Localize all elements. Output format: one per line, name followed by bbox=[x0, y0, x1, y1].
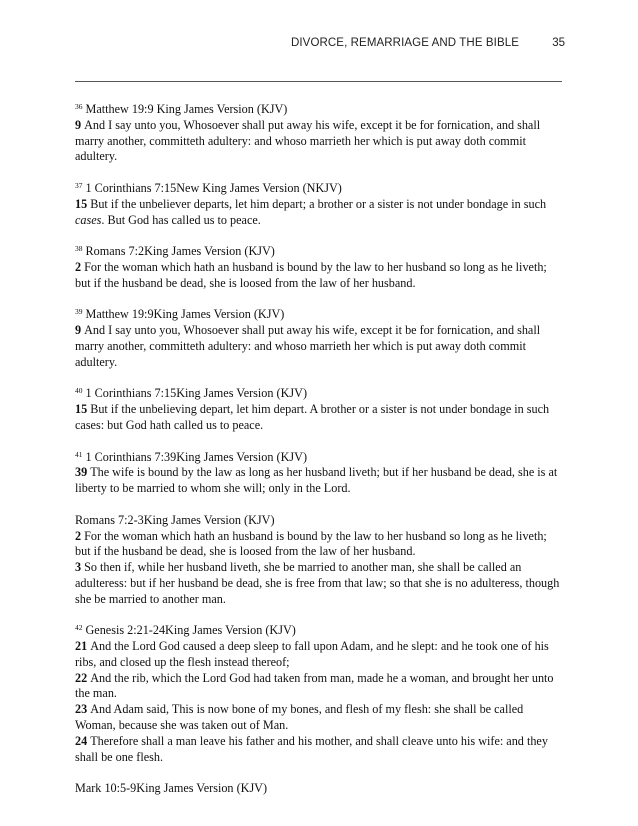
verse-text: But if the unbeliever departs, let him depart; a brother or a sister is not under bondage in such bbox=[90, 196, 547, 211]
verse-text-continued: . But God has called us to peace. bbox=[101, 212, 261, 227]
verse-number: 22 bbox=[75, 670, 88, 685]
footnote-heading bbox=[75, 386, 565, 402]
scripture-reference: Mark 10:5-9King James Version (KJV) bbox=[75, 781, 268, 796]
scripture-reference: 1 Corinthians 7:15New King James Version (NKJV) bbox=[85, 180, 342, 195]
scripture-reference: Matthew 19:9King James Version (KJV) bbox=[85, 307, 285, 322]
verse-number: 9 bbox=[75, 323, 82, 338]
scripture-reference: 1 Corinthians 7:39King James Version (KJV) bbox=[85, 449, 308, 464]
verse bbox=[75, 323, 565, 370]
verse-number: 23 bbox=[75, 702, 88, 717]
footnote-marker: 40 bbox=[75, 386, 83, 396]
scripture-passage bbox=[75, 781, 565, 797]
verse-text: And the rib, which the Lord God had taken from man, made he a woman, and brought her unto the man. bbox=[75, 670, 554, 701]
verse-text: For the woman which hath an husband is bound by the law to her husband so long as he liveth; but if the husband be dead, she is loosed from the law of her husband. bbox=[75, 528, 547, 559]
verse-text: And the Lord God caused a deep sleep to fall upon Adam, and he slept: and he took one of his ribs, and closed up the flesh instead thereof; bbox=[75, 639, 549, 669]
footnote-separator bbox=[75, 81, 562, 82]
scripture-reference: Matthew 19:9 King James Version (KJV) bbox=[85, 102, 288, 116]
verse-text: And Adam said, This is now bone of my bones, and flesh of my flesh: she shall be called Woman, because she was taken out of Man. bbox=[75, 702, 524, 733]
footnote bbox=[75, 450, 565, 497]
verse-text: And I say unto you, Whosoever shall put away his wife, except it be for fornication, and shall marry another, committeth adultery: and whoso marrieth her which is put away doth commit adultery. bbox=[75, 323, 541, 369]
footnote-marker: 39 bbox=[75, 307, 83, 317]
footnote bbox=[75, 181, 565, 228]
footnote-heading bbox=[75, 244, 565, 260]
verse-text: The wife is bound by the law as long as her husband liveth; but if her husband be dead, she is at liberty to be married to whom she will; only in the Lord. bbox=[75, 465, 558, 496]
footnote bbox=[75, 623, 565, 765]
verse-text: And I say unto you, Whosoever shall put away his wife, except it be for fornication, and shall marry another, committeth adultery: and whoso marrieth her which is put away doth commit adultery. bbox=[75, 117, 541, 164]
verse-text: So then if, while her husband liveth, she be married to another man, she shall be called an adulteress: but if her husband be dead, she is free from that law; so that she is no adulteress, though she be married to another man. bbox=[75, 560, 560, 606]
verse-number: 15 bbox=[75, 196, 88, 211]
footnote-marker: 38 bbox=[75, 244, 83, 254]
footnote-marker: 42 bbox=[75, 623, 83, 633]
verse-italic-text: cases bbox=[75, 212, 102, 227]
verse-number: 15 bbox=[75, 402, 88, 417]
footnotes bbox=[75, 102, 565, 797]
footnote bbox=[75, 244, 565, 291]
verse-text: For the woman which hath an husband is bound by the law to her husband so long as he liveth; but if the husband be dead, she is loosed from the law of her husband. bbox=[75, 259, 547, 290]
verse bbox=[75, 465, 565, 497]
verse-text: Therefore shall a man leave his father and his mother, and shall cleave unto his wife: and they shall be one flesh. bbox=[75, 733, 548, 764]
verse bbox=[75, 734, 565, 766]
verse bbox=[75, 671, 565, 703]
scripture-passage bbox=[75, 513, 565, 608]
verse-number: 21 bbox=[75, 639, 88, 654]
verse bbox=[75, 118, 565, 165]
page-number: 35 bbox=[552, 37, 565, 49]
verse-number: 39 bbox=[75, 465, 88, 480]
verse bbox=[75, 197, 565, 229]
scripture-reference: Genesis 2:21-24King James Version (KJV) bbox=[85, 623, 296, 638]
scripture-reference: 1 Corinthians 7:15King James Version (KJV) bbox=[85, 386, 308, 401]
header-title: DIVORCE, REMARRIAGE AND THE BIBLE bbox=[290, 37, 519, 49]
verse-number: 2 bbox=[75, 528, 82, 543]
footnote-marker: 37 bbox=[75, 180, 83, 190]
verse bbox=[75, 260, 565, 292]
footnote-marker: 41 bbox=[75, 449, 83, 459]
verse-number: 9 bbox=[75, 117, 82, 132]
footnote bbox=[75, 307, 565, 370]
verse bbox=[75, 560, 565, 607]
verse bbox=[75, 639, 565, 671]
running-header bbox=[75, 37, 565, 53]
verse bbox=[75, 402, 565, 434]
footnote bbox=[75, 386, 565, 433]
footnote-heading bbox=[75, 623, 565, 639]
verse-number: 3 bbox=[75, 560, 82, 575]
footnote-heading bbox=[75, 307, 565, 323]
scripture-reference: Romans 7:2King James Version (KJV) bbox=[85, 244, 275, 259]
footnote-marker: 36 bbox=[75, 102, 83, 111]
verse bbox=[75, 702, 565, 734]
verse bbox=[75, 529, 565, 561]
verse-text: But if the unbelieving depart, let him depart. A brother or a sister is not under bondage in such cases: but God hath called us to peace. bbox=[75, 402, 550, 432]
footnote-heading bbox=[75, 102, 565, 118]
verse-number: 2 bbox=[75, 259, 82, 274]
scripture-reference: Romans 7:2-3King James Version (KJV) bbox=[75, 512, 275, 527]
verse-number: 24 bbox=[75, 733, 88, 748]
footnote bbox=[75, 102, 565, 165]
footnote-heading bbox=[75, 181, 565, 197]
footnote-heading bbox=[75, 450, 565, 466]
